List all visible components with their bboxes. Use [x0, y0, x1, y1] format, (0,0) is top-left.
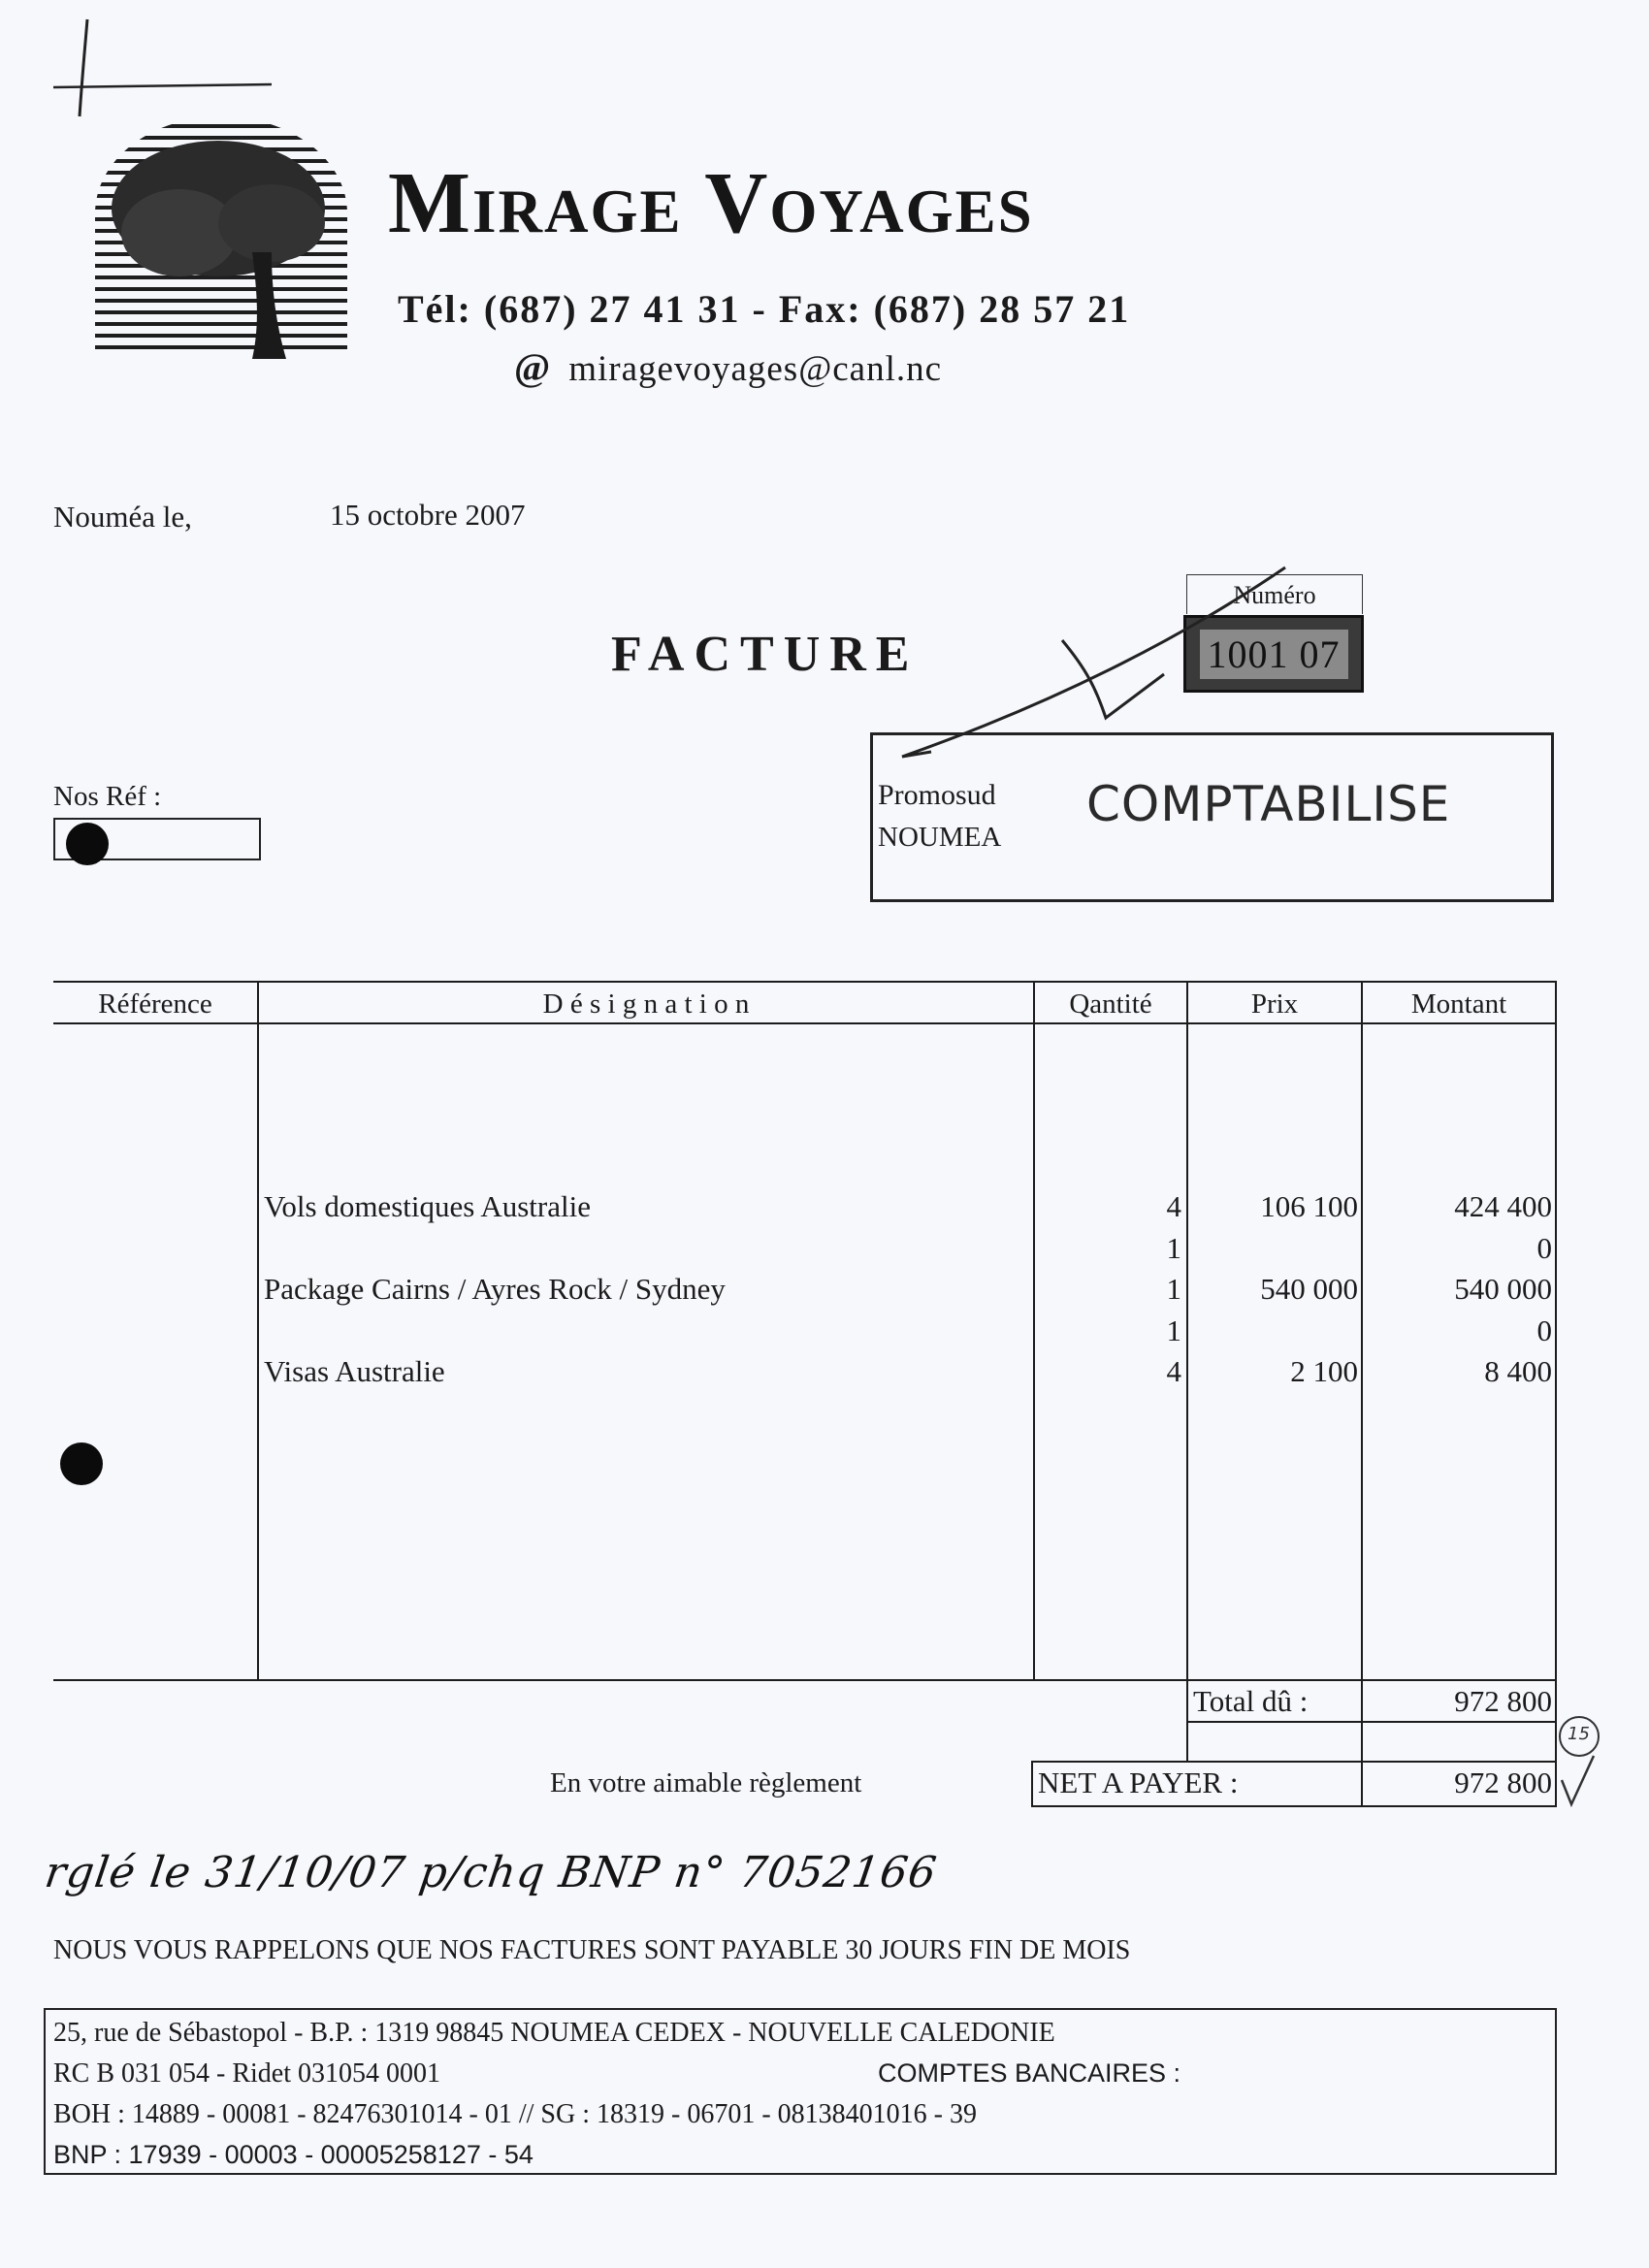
row-1-quantity: 4 [1166, 1189, 1181, 1223]
email-line [514, 344, 942, 390]
accounting-stamp: COMPTABILISE [1086, 776, 1451, 832]
row-3-quantity: 1 [1166, 1272, 1181, 1306]
invoice-number: 1001 07 [1200, 630, 1348, 679]
phone-fax-line: Tél: (687) 27 41 31 - Fax: (687) 28 57 21 [398, 287, 1131, 331]
footer-address: 25, rue de Sébastopol - B.P. : 1319 98845 NOUMEA CEDEX - NOUVELLE CALEDONIE [53, 2018, 1055, 2048]
row-5-quantity: 4 [1166, 1354, 1181, 1388]
row-1-amount: 424 400 [1454, 1189, 1552, 1223]
handwritten-payment-note: rglé le 31/10/07 p/chq BNP n° 7052166 [42, 1848, 941, 1897]
company-name: Mirage Voyages [388, 155, 1034, 251]
header-designation: D é s i g n a t i o n [542, 988, 750, 1020]
pen-mark [53, 15, 276, 121]
total-due-label: Total dû : [1193, 1684, 1309, 1718]
tree-logo-icon [87, 116, 354, 364]
footer-rc: RC B 031 054 - Ridet 031054 0001 [53, 2058, 441, 2089]
row-3-designation: Package Cairns / Ayres Rock / Sydney [264, 1272, 726, 1306]
document-title: FACTURE [611, 627, 920, 682]
net-to-pay-value: 972 800 [1454, 1766, 1552, 1799]
footer-bnp: BNP : 17939 - 00003 - 00005258127 - 54 [53, 2140, 534, 2169]
row-3-price: 540 000 [1260, 1272, 1358, 1306]
row-5-price: 2 100 [1290, 1354, 1358, 1388]
row-1-designation: Vols domestiques Australie [264, 1189, 591, 1223]
binder-hole-top [66, 823, 109, 865]
totals-row-line [1186, 1721, 1557, 1723]
row-4-amount: 0 [1536, 1313, 1552, 1347]
header-quantity: Qantité [1069, 988, 1152, 1020]
row-1-price: 106 100 [1260, 1189, 1358, 1223]
handwritten-margin-mark [1550, 1707, 1618, 1814]
header-price: Prix [1250, 988, 1299, 1020]
email-address: miragevoyages@canl.nc [568, 349, 943, 389]
row-5-amount: 8 400 [1484, 1354, 1552, 1388]
total-due-value: 972 800 [1454, 1684, 1552, 1718]
at-icon: @ [514, 345, 552, 389]
row-5-designation: Visas Australie [264, 1354, 445, 1388]
footer-boh-sg: BOH : 14889 - 00081 - 82476301014 - 01 // SG : 18319 - 06701 - 08138401016 - 39 [53, 2099, 977, 2129]
nos-ref-label: Nos Réf : [53, 781, 162, 812]
row-2-quantity: 1 [1166, 1231, 1181, 1265]
footer-bank-label: COMPTES BANCAIRES : [878, 2058, 1181, 2088]
closing-text: En votre aimable règlement [550, 1767, 862, 1798]
handwritten-margin-text: 15 [1568, 1724, 1590, 1744]
location-label: Nouméa le, [53, 500, 192, 534]
row-2-amount: 0 [1536, 1231, 1552, 1265]
client-name: Promosud [878, 779, 996, 811]
footer-box [44, 2008, 1557, 2175]
client-city: NOUMEA [878, 822, 1002, 853]
header-amount: Montant [1410, 988, 1507, 1020]
binder-hole-bottom [60, 1442, 103, 1485]
row-3-amount: 540 000 [1454, 1272, 1552, 1306]
net-to-pay-label: NET A PAYER : [1038, 1766, 1239, 1799]
invoice-number-label: Numéro [1186, 574, 1363, 614]
row-4-quantity: 1 [1166, 1313, 1181, 1347]
invoice-date: 15 octobre 2007 [330, 498, 526, 532]
invoice-table [53, 981, 1557, 1684]
payment-terms-reminder: NOUS VOUS RAPPELONS QUE NOS FACTURES SONT PAYABLE 30 JOURS FIN DE MOIS [53, 1935, 1131, 1965]
header-reference: Référence [98, 988, 212, 1020]
